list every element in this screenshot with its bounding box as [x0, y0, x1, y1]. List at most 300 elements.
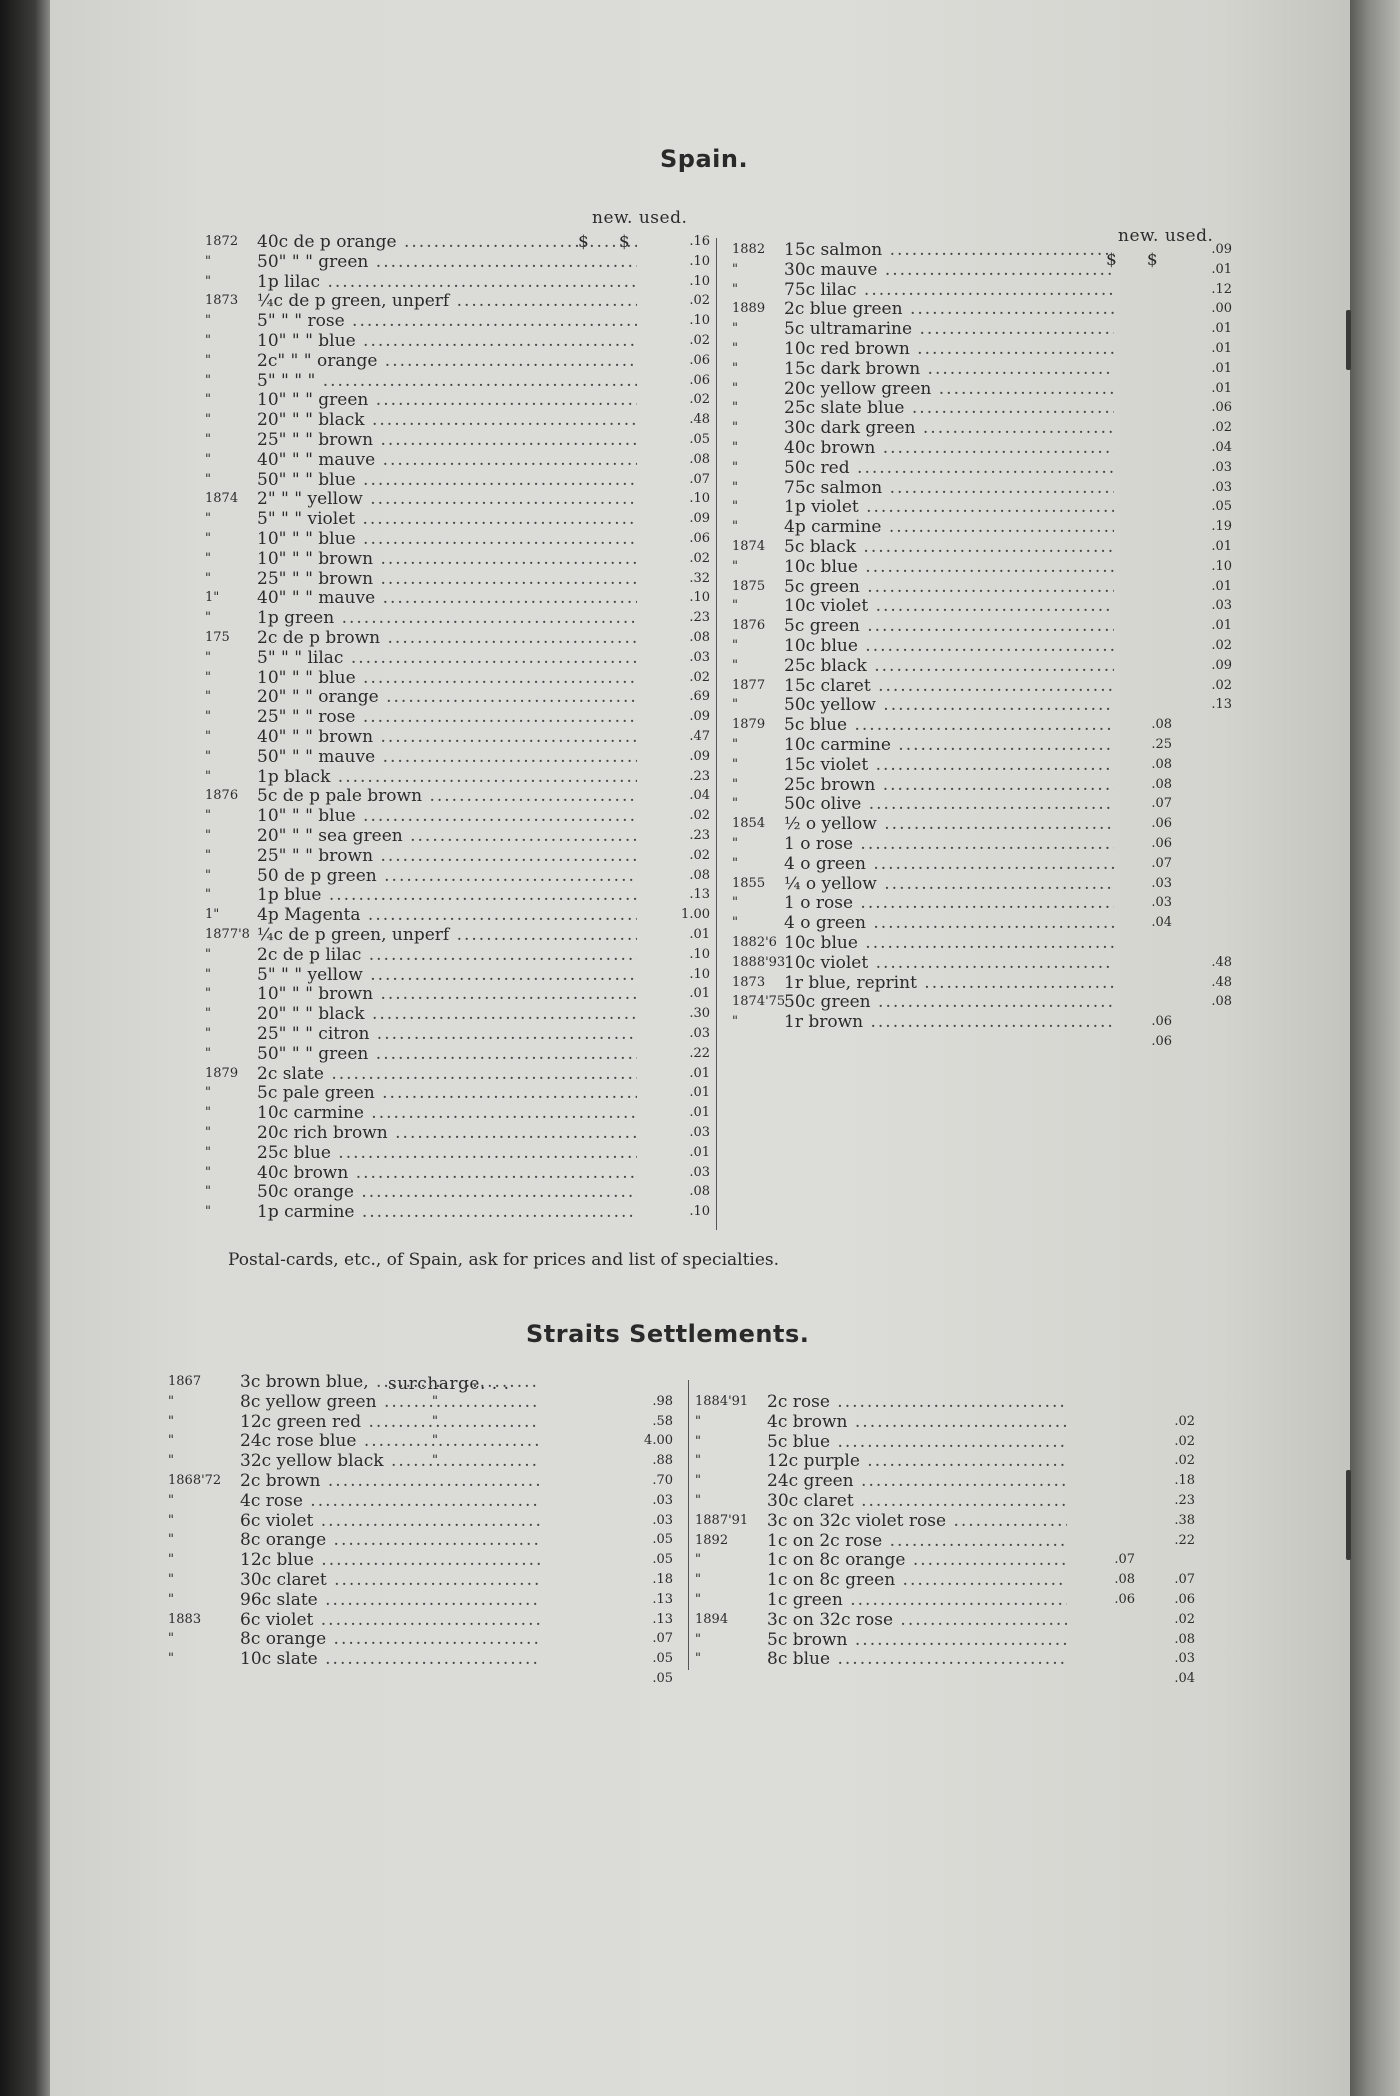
- surcharge-ditto: ": [432, 1413, 438, 1429]
- price-used: .08: [689, 1184, 710, 1200]
- issue-year: 1884'91: [695, 1394, 749, 1409]
- price-used: .04: [1211, 440, 1232, 455]
- issue-year: 1": [205, 907, 220, 923]
- stamp-description: 50c yellow .....: [784, 695, 1114, 715]
- price-row: [205, 727, 710, 747]
- price-used: .07: [689, 471, 710, 487]
- price: .13: [652, 1591, 673, 1607]
- stamp-description: 2c brown .....: [240, 1471, 540, 1491]
- stamp-description: 10c slate .....: [240, 1649, 540, 1669]
- price-used: .01: [689, 1105, 710, 1121]
- stamp-description: 1c on 8c green .....: [767, 1570, 1067, 1590]
- stamp-description: 40" " " mauve .....: [257, 450, 637, 470]
- price-used: .22: [689, 1045, 710, 1061]
- price-used: .01: [1211, 539, 1232, 554]
- price-row: [205, 272, 710, 292]
- stamp-description: 75c salmon .....: [784, 478, 1114, 498]
- issue-year: ": [695, 1552, 701, 1568]
- price-used: .09: [689, 511, 710, 527]
- spain-price-list-left: [205, 232, 710, 1232]
- issue-year: ": [695, 1631, 701, 1647]
- stamp-description: 10c red brown .....: [784, 339, 1114, 359]
- price-new: .03: [1151, 875, 1172, 891]
- issue-year: ": [205, 709, 211, 725]
- issue-year: 1887'91: [695, 1512, 749, 1528]
- issue-year: ": [695, 1592, 701, 1607]
- stamp-description: 1p lilac .....: [257, 272, 637, 292]
- issue-year: ": [732, 895, 738, 911]
- issue-year: ": [205, 1184, 211, 1200]
- stamp-description: 40c de p orange .....: [257, 232, 637, 252]
- price-used: .02: [689, 550, 710, 566]
- issue-year: ": [205, 313, 211, 329]
- currency-header: $ $: [1106, 250, 1159, 270]
- issue-year: ": [695, 1433, 701, 1449]
- price-used: .09: [1211, 657, 1232, 673]
- price-row: [168, 1511, 673, 1531]
- stamp-description: 25c brown .....: [784, 775, 1114, 795]
- stamp-description: 1p green .....: [257, 608, 637, 628]
- price-row: [732, 893, 1232, 913]
- price-row: [168, 1471, 673, 1491]
- issue-year: ": [168, 1492, 174, 1508]
- stamp-description: 1 o rose .....: [784, 893, 1114, 913]
- stamp-description: 25" " " brown .....: [257, 569, 637, 589]
- issue-year: 1883: [168, 1611, 202, 1627]
- price-used: .01: [689, 1085, 710, 1101]
- issue-year: ": [732, 479, 738, 495]
- issue-year: 1876: [205, 788, 239, 804]
- price-row: [732, 497, 1232, 517]
- price-row: [732, 1012, 1232, 1032]
- issue-year: ": [168, 1532, 174, 1548]
- issue-year: ": [205, 1164, 211, 1180]
- price-used: .13: [689, 887, 710, 903]
- price-row: [732, 418, 1232, 438]
- price-row: [205, 430, 710, 450]
- price-row: [205, 1163, 710, 1183]
- price-row: [205, 569, 710, 589]
- price: .03: [652, 1492, 673, 1508]
- price-row: [205, 668, 710, 688]
- issue-year: 175: [205, 630, 230, 645]
- stamp-description: 4p Magenta .....: [257, 905, 637, 925]
- section-title-straits-settlements: Straits Settlements.: [526, 1320, 810, 1348]
- stamp-description: 10c carmine .....: [784, 735, 1114, 755]
- price-row: [205, 549, 710, 569]
- price-used: .07: [1174, 1572, 1195, 1588]
- price: 4.00: [644, 1433, 673, 1449]
- price-row: [205, 767, 710, 787]
- issue-year: ": [732, 756, 738, 772]
- stamp-description: 2c rose .....: [767, 1392, 1067, 1412]
- stamp-description: 30c mauve .....: [784, 260, 1114, 280]
- price-used: .01: [1211, 261, 1232, 277]
- price: .05: [652, 1552, 673, 1568]
- price-used: .03: [689, 1026, 710, 1041]
- issue-year: ": [168, 1572, 174, 1587]
- issue-year: ": [205, 768, 211, 784]
- price-used: .13: [1211, 697, 1232, 713]
- stamp-description: 25" " " citron .....: [257, 1024, 637, 1044]
- stamp-description: 5c black .....: [784, 537, 1114, 557]
- stamp-description: 5c de p pale brown .....: [257, 786, 637, 806]
- column-divider: [716, 238, 717, 1230]
- stamp-description: 5c blue .....: [784, 715, 1114, 735]
- stamp-description: 5c brown .....: [767, 1630, 1067, 1650]
- price-row: [168, 1451, 673, 1471]
- price: .07: [652, 1631, 673, 1647]
- stamp-description: 5" " " yellow .....: [257, 965, 637, 985]
- price-row: [205, 1083, 710, 1103]
- issue-year: 1877'8: [205, 927, 250, 942]
- stamp-description: 5c green .....: [784, 616, 1114, 636]
- issue-year: ": [205, 412, 211, 428]
- price-row: [205, 925, 710, 945]
- price-used: .05: [689, 432, 710, 447]
- price-row: [168, 1669, 673, 1689]
- issue-year: ": [732, 360, 738, 376]
- price-row: [732, 280, 1232, 300]
- price-used: .10: [1211, 558, 1232, 574]
- price-used: .01: [1211, 321, 1232, 337]
- stamp-description: 2c" " " orange .....: [257, 351, 637, 371]
- price-used: .06: [689, 372, 710, 388]
- price-row: [205, 1044, 710, 1064]
- issue-year: ": [732, 261, 738, 277]
- price-row: [732, 854, 1232, 874]
- column-divider: [688, 1380, 689, 1670]
- price-row: [205, 1064, 710, 1084]
- price-used: .02: [1211, 420, 1232, 436]
- issue-year: ": [205, 946, 211, 962]
- issue-year: 1882'6: [732, 935, 777, 950]
- price-row: [732, 537, 1232, 557]
- issue-year: ": [205, 610, 211, 626]
- price-used: .00: [1211, 301, 1232, 317]
- price-row: [732, 794, 1232, 814]
- price-row: [695, 1590, 1195, 1610]
- issue-year: ": [732, 440, 738, 455]
- stamp-description: 1c on 2c rose .....: [767, 1531, 1067, 1551]
- stamp-description: 3c on 32c violet rose .....: [767, 1511, 1067, 1531]
- price-row: [168, 1372, 673, 1392]
- stamp-description: 25c black .....: [784, 656, 1114, 676]
- stamp-description: 20c yellow green .....: [784, 379, 1114, 399]
- price-used: .02: [1174, 1611, 1195, 1627]
- price-used: .03: [689, 1125, 710, 1140]
- price-used: .03: [689, 1164, 710, 1180]
- stamp-description: 50" " " green .....: [257, 1044, 637, 1064]
- surcharge-header: surcharge. . .: [388, 1374, 510, 1394]
- price-new: .08: [1151, 776, 1172, 792]
- stamp-description: 12c purple .....: [767, 1451, 1067, 1471]
- price-used: .02: [1174, 1433, 1195, 1449]
- price-row: [732, 913, 1232, 933]
- price-used: .10: [689, 273, 710, 289]
- issue-year: 1868'72: [168, 1473, 222, 1488]
- issue-year: ": [205, 867, 211, 883]
- price-row: [732, 676, 1232, 696]
- price-new: .07: [1151, 855, 1172, 871]
- price-used: .10: [689, 491, 710, 507]
- issue-year: ": [205, 432, 211, 447]
- price-used: .01: [1211, 618, 1232, 634]
- price-row: [695, 1630, 1195, 1650]
- price-used: .16: [689, 234, 710, 249]
- issue-year: ": [205, 451, 211, 467]
- price-row: [695, 1412, 1195, 1432]
- issue-year: ": [732, 697, 738, 713]
- price-row: [732, 359, 1232, 379]
- price-row: [732, 656, 1232, 676]
- issue-year: ": [205, 570, 211, 586]
- price-row: [732, 695, 1232, 715]
- price-new: .06: [1151, 1034, 1172, 1049]
- price-row: [205, 470, 710, 490]
- issue-year: ": [732, 855, 738, 871]
- price: .13: [652, 1611, 673, 1627]
- price-row: [732, 339, 1232, 359]
- price-row: [205, 529, 710, 549]
- issue-year: ": [732, 1014, 738, 1030]
- price-row: [732, 834, 1232, 854]
- price-used: .05: [1211, 499, 1232, 515]
- stamp-description: 1c on 8c orange .....: [767, 1550, 1067, 1570]
- price-used: .02: [689, 392, 710, 408]
- price-row: [732, 874, 1232, 894]
- surcharge-ditto: ": [432, 1453, 438, 1469]
- issue-year: ": [168, 1651, 174, 1667]
- price-used: .02: [689, 847, 710, 863]
- stamp-description: 2c blue green .....: [784, 299, 1114, 319]
- price-used: .12: [1211, 281, 1232, 297]
- price-new: .06: [1114, 1592, 1135, 1607]
- price-row: [732, 596, 1232, 616]
- stamp-description: 40c brown .....: [784, 438, 1114, 458]
- stamp-description: 1p black .....: [257, 767, 637, 787]
- price-row: [205, 747, 710, 767]
- price-used: .30: [689, 1006, 710, 1022]
- price-row: [732, 398, 1232, 418]
- issue-year: ": [732, 657, 738, 673]
- price-row: [205, 687, 710, 707]
- issue-year: 1892: [695, 1532, 729, 1548]
- binding-mark: [1346, 310, 1351, 370]
- issue-year: ": [168, 1631, 174, 1647]
- price-row: [732, 379, 1232, 399]
- issue-year: ": [732, 737, 738, 752]
- issue-year: ": [205, 1125, 211, 1140]
- stamp-description: 1p carmine .....: [257, 1202, 637, 1222]
- issue-year: ": [732, 776, 738, 792]
- issue-year: ": [168, 1413, 174, 1429]
- stamp-description: 20" " " black .....: [257, 1004, 637, 1024]
- price-row: [732, 319, 1232, 339]
- issue-year: ": [732, 836, 738, 851]
- stamp-description: 5c ultramarine .....: [784, 319, 1114, 339]
- stamp-description: 6c violet .....: [240, 1610, 540, 1630]
- issue-year: 1879: [732, 717, 766, 733]
- price-row: [732, 755, 1232, 775]
- issue-year: 1874: [732, 539, 766, 554]
- price-used: .02: [1211, 638, 1232, 653]
- currency-header: $ $: [578, 232, 631, 252]
- issue-year: ": [205, 1204, 211, 1220]
- straits-price-list-left: [168, 1372, 673, 1702]
- issue-year: 1": [205, 590, 220, 606]
- price: .70: [652, 1473, 673, 1488]
- price-row: [732, 517, 1232, 537]
- issue-year: ": [205, 808, 211, 824]
- stamp-description: 1p violet .....: [784, 497, 1114, 517]
- issue-year: ": [168, 1393, 174, 1409]
- price-row: [205, 291, 710, 311]
- stamp-description: 2c slate .....: [257, 1064, 637, 1084]
- issue-year: ": [205, 1144, 211, 1160]
- issue-year: ": [205, 333, 211, 348]
- issue-year: ": [205, 352, 211, 368]
- price-new: .07: [1151, 796, 1172, 812]
- stamp-description: 2" " " yellow .....: [257, 489, 637, 509]
- price-used: .03: [1211, 459, 1232, 475]
- price-row: [205, 1103, 710, 1123]
- stamp-description: 1c green .....: [767, 1590, 1067, 1610]
- price-new: .06: [1151, 836, 1172, 851]
- price-row: [732, 260, 1232, 280]
- stamp-description: 1r brown .....: [784, 1012, 1114, 1032]
- price-used: .01: [689, 986, 710, 1002]
- stamp-description: 1p blue .....: [257, 885, 637, 905]
- issue-year: ": [168, 1453, 174, 1469]
- price-row: [205, 331, 710, 351]
- price-new: .03: [1151, 895, 1172, 911]
- issue-year: ": [205, 729, 211, 744]
- price-used: .03: [689, 649, 710, 665]
- issue-year: ": [695, 1473, 701, 1489]
- price-row: [695, 1511, 1195, 1531]
- stamp-description: 50" " " blue .....: [257, 470, 637, 490]
- price-used: .10: [689, 966, 710, 982]
- price-used: .02: [1174, 1413, 1195, 1429]
- stamp-description: 32c yellow black .....: [240, 1451, 540, 1471]
- price-row: [732, 973, 1232, 993]
- stamp-description: 4 o green .....: [784, 854, 1114, 874]
- issue-year: ": [205, 966, 211, 982]
- stamp-description: 15c salmon .....: [784, 240, 1114, 260]
- price-used: .08: [1174, 1631, 1195, 1647]
- price-used: .38: [1174, 1512, 1195, 1528]
- price-row: [205, 905, 710, 925]
- issue-year: 1889: [732, 301, 766, 317]
- price-row: [168, 1550, 673, 1570]
- price-used: .19: [1211, 519, 1232, 535]
- issue-year: ": [732, 499, 738, 515]
- price-row: [695, 1610, 1195, 1630]
- price-used: .02: [689, 333, 710, 348]
- price-row: [205, 232, 710, 252]
- price-row: [205, 489, 710, 509]
- price: .98: [652, 1393, 673, 1409]
- price-row: [205, 1143, 710, 1163]
- stamp-description: 10" " " brown .....: [257, 984, 637, 1004]
- stamp-description: 20" " " orange .....: [257, 687, 637, 707]
- issue-year: ": [205, 550, 211, 566]
- stamp-description: 10" " " blue .....: [257, 529, 637, 549]
- issue-year: ": [205, 471, 211, 487]
- price: .88: [652, 1453, 673, 1469]
- price-row: [732, 438, 1232, 458]
- stamp-description: 25c blue .....: [257, 1143, 637, 1163]
- price-row: [732, 458, 1232, 478]
- issue-year: ": [732, 321, 738, 337]
- price-used: .23: [1174, 1493, 1195, 1508]
- price: .05: [652, 1532, 673, 1548]
- stamp-description: 4p carmine .....: [784, 517, 1114, 537]
- stamp-description: 8c orange .....: [240, 1629, 540, 1649]
- issue-year: ": [168, 1433, 174, 1449]
- price-new: .25: [1151, 737, 1172, 752]
- stamp-description: 5c pale green .....: [257, 1083, 637, 1103]
- section-title-spain: Spain.: [660, 145, 749, 173]
- issue-year: ": [205, 1105, 211, 1121]
- issue-year: ": [205, 372, 211, 388]
- stamp-description: 1r blue, reprint .....: [784, 973, 1114, 993]
- price-used: .23: [689, 828, 710, 843]
- stamp-description: 25c slate blue .....: [784, 398, 1114, 418]
- price-row: [205, 450, 710, 470]
- issue-year: 1876: [732, 618, 766, 634]
- stamp-description: 10" " " green .....: [257, 390, 637, 410]
- issue-year: 1882: [732, 242, 766, 257]
- price-row: [732, 299, 1232, 319]
- price-row: [205, 1123, 710, 1143]
- price-new: .07: [1114, 1552, 1135, 1568]
- price-used: .01: [1211, 360, 1232, 376]
- price-used: .08: [689, 867, 710, 883]
- stamp-description: 10c blue .....: [784, 557, 1114, 577]
- stamp-description: 10" " " blue .....: [257, 668, 637, 688]
- stamp-description: 40" " " mauve .....: [257, 588, 637, 608]
- stamp-description: 4c rose .....: [240, 1491, 540, 1511]
- price-used: .01: [1211, 380, 1232, 396]
- issue-year: ": [168, 1512, 174, 1528]
- stamp-description: 25" " " brown .....: [257, 430, 637, 450]
- issue-year: ": [732, 281, 738, 297]
- price-used: .10: [689, 253, 710, 269]
- price-row: [205, 1024, 710, 1044]
- price-row: [205, 311, 710, 331]
- price-row: [732, 636, 1232, 656]
- stamp-description: 2c de p brown .....: [257, 628, 637, 648]
- price-used: .02: [689, 669, 710, 685]
- price-used: .01: [1211, 341, 1232, 356]
- price-used: .02: [1211, 677, 1232, 693]
- issue-year: ": [205, 1045, 211, 1061]
- price-used: .69: [689, 689, 710, 705]
- issue-year: 1874'75: [732, 994, 786, 1010]
- stamp-description: 8c yellow green .....: [240, 1392, 540, 1412]
- price-row: [168, 1610, 673, 1630]
- price-row: [695, 1491, 1195, 1511]
- stamp-description: 25" " " brown .....: [257, 846, 637, 866]
- price-row: [732, 478, 1232, 498]
- stamp-description: ¼c de p green, unperf .....: [257, 925, 637, 945]
- price-used: .04: [689, 788, 710, 804]
- issue-year: ": [205, 669, 211, 685]
- stamp-description: 5" " " violet .....: [257, 509, 637, 529]
- stamp-description: 50 de p green .....: [257, 866, 637, 886]
